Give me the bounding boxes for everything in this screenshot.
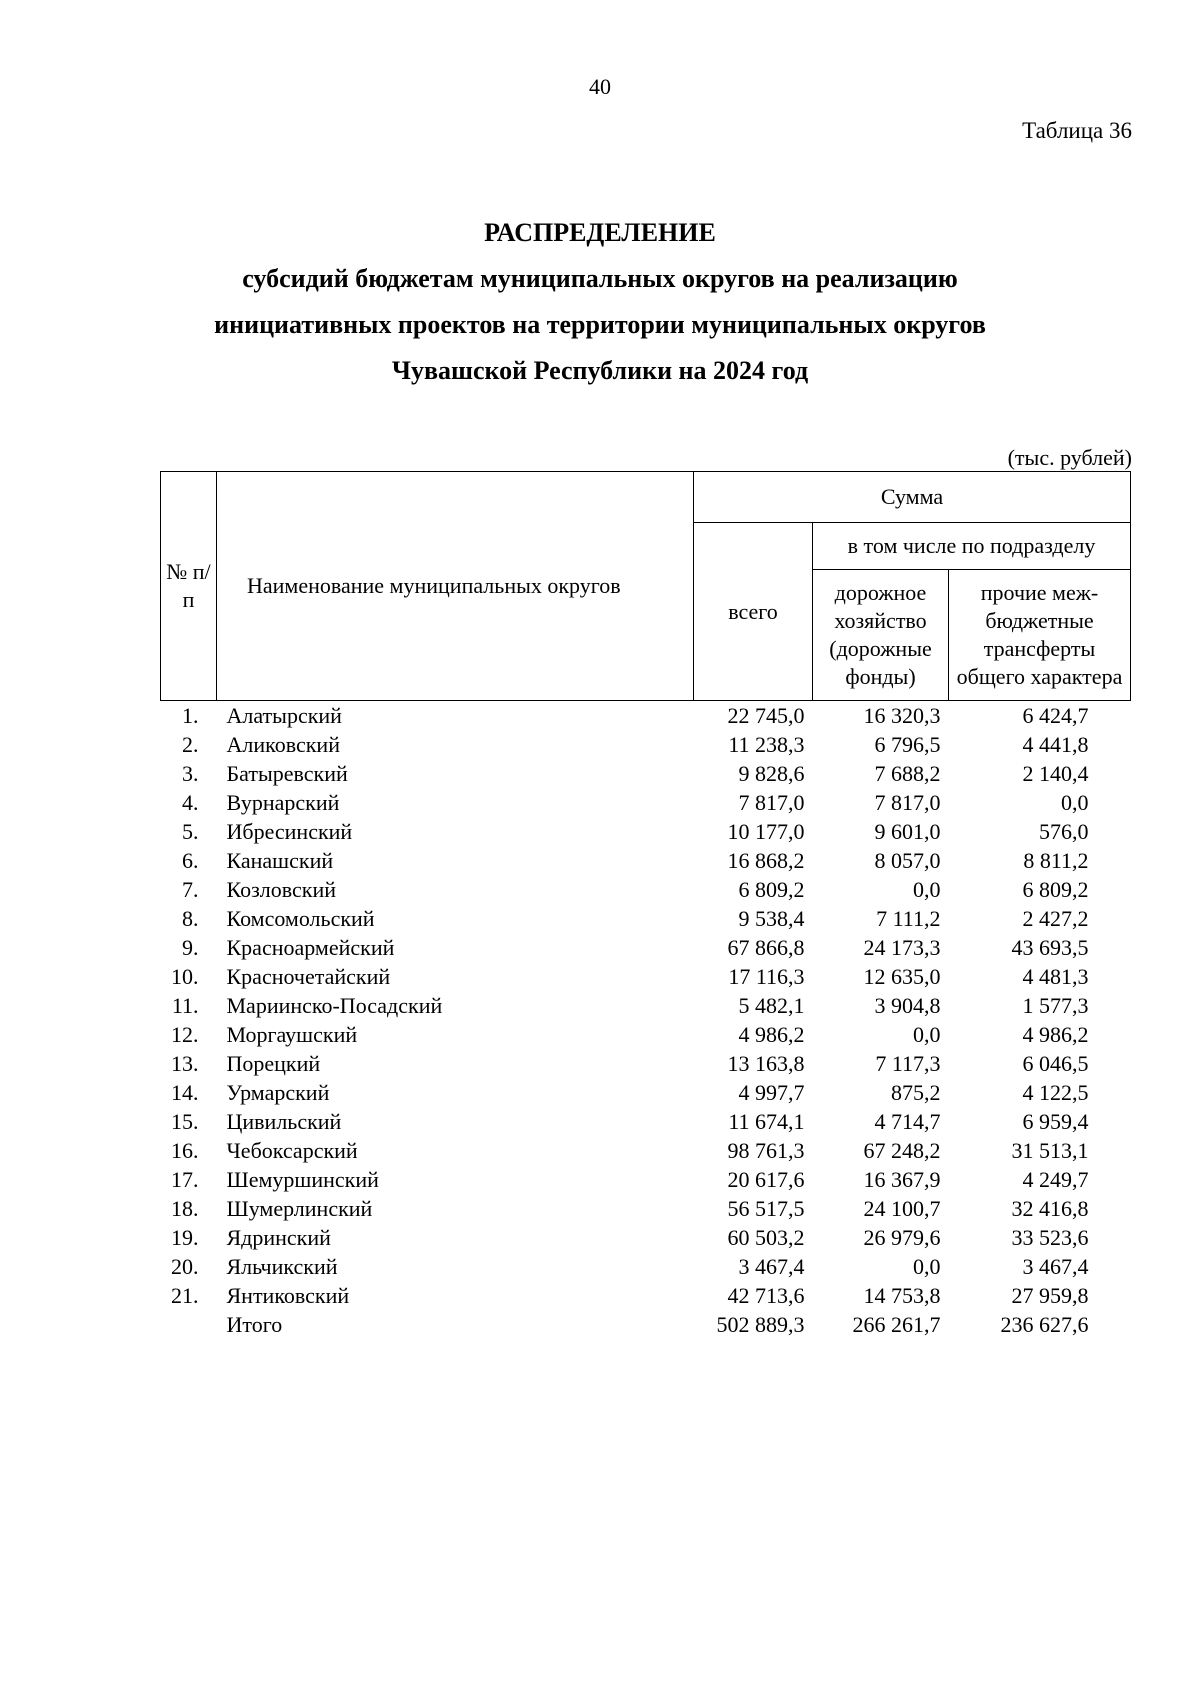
road-amount: 3 904,8 [874, 993, 941, 1018]
district-name: Порецкий [226, 1051, 321, 1076]
row-number: 8. [182, 906, 199, 931]
other-amount: 6 809,2 [1022, 877, 1089, 902]
units-label: (тыс. рублей) [1007, 445, 1132, 470]
total-amount: 42 713,6 [727, 1283, 805, 1308]
district-name: Яльчикский [226, 1254, 338, 1279]
other-amount: 27 959,8 [1011, 1283, 1089, 1308]
title-line-4: Чувашской Республики на 2024 год [391, 356, 809, 385]
table-row [161, 788, 1131, 817]
road-amount: 7 117,3 [875, 1051, 941, 1076]
district-name: Батыревский [226, 761, 348, 786]
row-number: 16. [171, 1138, 199, 1163]
title-line-3: инициативных проектов на территории муниципальных округов [214, 310, 986, 339]
distribution-table [160, 471, 1131, 1339]
total-amount: 4 997,7 [738, 1080, 805, 1105]
other-amount: 4 122,5 [1022, 1080, 1089, 1105]
total-amount: 5 482,1 [738, 993, 805, 1018]
road-amount: 0,0 [913, 1254, 941, 1279]
other-amount: 2 140,4 [1022, 761, 1089, 786]
total-amount: 60 503,2 [727, 1225, 805, 1250]
title-line-2: субсидий бюджетам муниципальных округов на реализацию [242, 264, 958, 293]
total-amount: 20 617,6 [727, 1167, 805, 1192]
row-number: 1. [182, 703, 199, 728]
row-number: 12. [171, 1022, 199, 1047]
total-amount: 3 467,4 [738, 1254, 805, 1279]
district-name: Урмарский [226, 1080, 330, 1105]
row-number: 15. [171, 1109, 199, 1134]
total-amount: 17 116,3 [728, 964, 805, 989]
table-row [161, 1252, 1131, 1281]
header-num: № п/п [161, 472, 217, 701]
other-amount: 4 481,3 [1022, 964, 1089, 989]
row-number: 18. [171, 1196, 199, 1221]
table-row [161, 962, 1131, 991]
other-amount: 43 693,5 [1011, 935, 1089, 960]
district-name: Вурнарский [226, 790, 340, 815]
road-amount: 24 173,3 [863, 935, 941, 960]
district-name: Чебоксарский [226, 1138, 358, 1163]
table-row [161, 1049, 1131, 1078]
road-amount: 875,2 [891, 1080, 941, 1105]
total-amount: 4 986,2 [738, 1022, 805, 1047]
road-amount: 8 057,0 [874, 848, 941, 873]
total-row [161, 1310, 1131, 1339]
district-name: Янтиковский [226, 1283, 350, 1308]
table-row [161, 1281, 1131, 1310]
table-row [161, 991, 1131, 1020]
header-name: Наименование муниципальных округов [217, 472, 694, 701]
total-amount: 9 828,6 [738, 761, 805, 786]
other-amount: 4 249,7 [1022, 1167, 1089, 1192]
district-name: Мариинско-Посадский [226, 993, 443, 1018]
table-row [161, 846, 1131, 875]
header-subsection: в том числе по подразделу [813, 523, 1131, 570]
row-number: 7. [182, 877, 199, 902]
total-amount: 16 868,2 [727, 848, 805, 873]
road-amount: 6 796,5 [874, 732, 941, 757]
row-number [161, 1310, 217, 1339]
row-number: 21. [171, 1283, 199, 1308]
road-amount: 26 979,6 [863, 1225, 941, 1250]
row-number: 19. [171, 1225, 199, 1250]
table-row [161, 730, 1131, 759]
other-amount: 576,0 [1039, 819, 1089, 844]
row-number: 3. [182, 761, 199, 786]
total-amount: 7 817,0 [738, 790, 805, 815]
table-header [161, 472, 1131, 701]
total-amount: 11 674,1 [728, 1109, 805, 1134]
title-line-1: РАСПРЕДЕЛЕНИЕ [484, 218, 716, 247]
document-title [0, 210, 1200, 394]
page-number: 40 [589, 74, 611, 99]
road-amount: 4 714,7 [874, 1109, 941, 1134]
table-row [161, 817, 1131, 846]
table-row [161, 759, 1131, 788]
total-amount: 67 866,8 [727, 935, 805, 960]
table-row [161, 933, 1131, 962]
row-number: 6. [182, 848, 199, 873]
other-amount: 6 046,5 [1022, 1051, 1089, 1076]
row-number: 4. [182, 790, 199, 815]
district-name: Красноармейский [226, 935, 395, 960]
table-row [161, 1165, 1131, 1194]
header-sum: Сумма [694, 472, 1131, 523]
road-amount: 24 100,7 [863, 1196, 941, 1221]
other-amount: 2 427,2 [1022, 906, 1089, 931]
total-amount: 98 761,3 [727, 1138, 805, 1163]
table-row [161, 1107, 1131, 1136]
total-amount: 6 809,2 [738, 877, 805, 902]
table-row [161, 1020, 1131, 1049]
other-amount: 4 986,2 [1022, 1022, 1089, 1047]
row-number: 20. [171, 1254, 199, 1279]
other-amount: 33 523,6 [1011, 1225, 1089, 1250]
table-row [161, 875, 1131, 904]
district-name: Комсомольский [226, 906, 375, 931]
header-road: дорожное хозяйство (дорожные фонды) [813, 570, 949, 701]
other-amount: 31 513,1 [1011, 1138, 1089, 1163]
row-number: 2. [182, 732, 199, 757]
district-name: Ибресинский [226, 819, 353, 844]
road-amount: 0,0 [913, 877, 941, 902]
table-row [161, 1223, 1131, 1252]
table-row [161, 1078, 1131, 1107]
total-amount: 9 538,4 [738, 906, 805, 931]
other-amount: 6 424,7 [1022, 703, 1089, 728]
district-name: Алатырский [226, 703, 342, 728]
road-amount: 0,0 [913, 1022, 941, 1047]
row-number: 10. [171, 964, 199, 989]
other-amount: 1 577,3 [1022, 993, 1089, 1018]
table-row [161, 1136, 1131, 1165]
row-number: 14. [171, 1080, 199, 1105]
district-name: Моргаушский [226, 1022, 358, 1047]
road-amount: 12 635,0 [863, 964, 941, 989]
other-amount: 6 959,4 [1022, 1109, 1089, 1134]
table-label: Таблица 36 [1022, 118, 1132, 143]
row-number: 5. [182, 819, 199, 844]
total-amount: 13 163,8 [727, 1051, 805, 1076]
district-name: Козловский [226, 877, 337, 902]
other-amount: 236 627,6 [1000, 1312, 1089, 1337]
table-body [161, 701, 1131, 1340]
district-name: Цивильский [226, 1109, 342, 1134]
road-amount: 67 248,2 [863, 1138, 941, 1163]
road-amount: 9 601,0 [874, 819, 941, 844]
total-amount: 10 177,0 [727, 819, 805, 844]
district-name: Итого [226, 1312, 283, 1337]
district-name: Шумерлинский [226, 1196, 373, 1221]
road-amount: 7 111,2 [876, 906, 941, 931]
other-amount: 0,0 [1061, 790, 1089, 815]
row-number: 9. [182, 935, 199, 960]
road-amount: 14 753,8 [863, 1283, 941, 1308]
total-amount: 11 238,3 [728, 732, 805, 757]
row-number: 17. [171, 1167, 199, 1192]
other-amount: 32 416,8 [1011, 1196, 1089, 1221]
district-name: Ядринский [226, 1225, 331, 1250]
district-name: Канашский [226, 848, 334, 873]
road-amount: 16 320,3 [863, 703, 941, 728]
other-amount: 3 467,4 [1022, 1254, 1089, 1279]
road-amount: 266 261,7 [852, 1312, 941, 1337]
row-number: 11. [171, 993, 199, 1018]
table-row [161, 904, 1131, 933]
district-name: Красночетайский [226, 964, 391, 989]
header-total: всего [694, 523, 813, 701]
road-amount: 7 688,2 [874, 761, 941, 786]
total-amount: 56 517,5 [727, 1196, 805, 1221]
total-amount: 22 745,0 [727, 703, 805, 728]
district-name: Шемуршинский [226, 1167, 379, 1192]
table-row [161, 1194, 1131, 1223]
road-amount: 7 817,0 [874, 790, 941, 815]
header-other: прочие меж-бюджетные трансферты общего характера [949, 570, 1131, 701]
road-amount: 16 367,9 [863, 1167, 941, 1192]
other-amount: 8 811,2 [1023, 848, 1089, 873]
total-amount: 502 889,3 [716, 1312, 805, 1337]
district-name: Аликовский [226, 732, 340, 757]
table-row [161, 701, 1131, 731]
row-number: 13. [171, 1051, 199, 1076]
other-amount: 4 441,8 [1022, 732, 1089, 757]
